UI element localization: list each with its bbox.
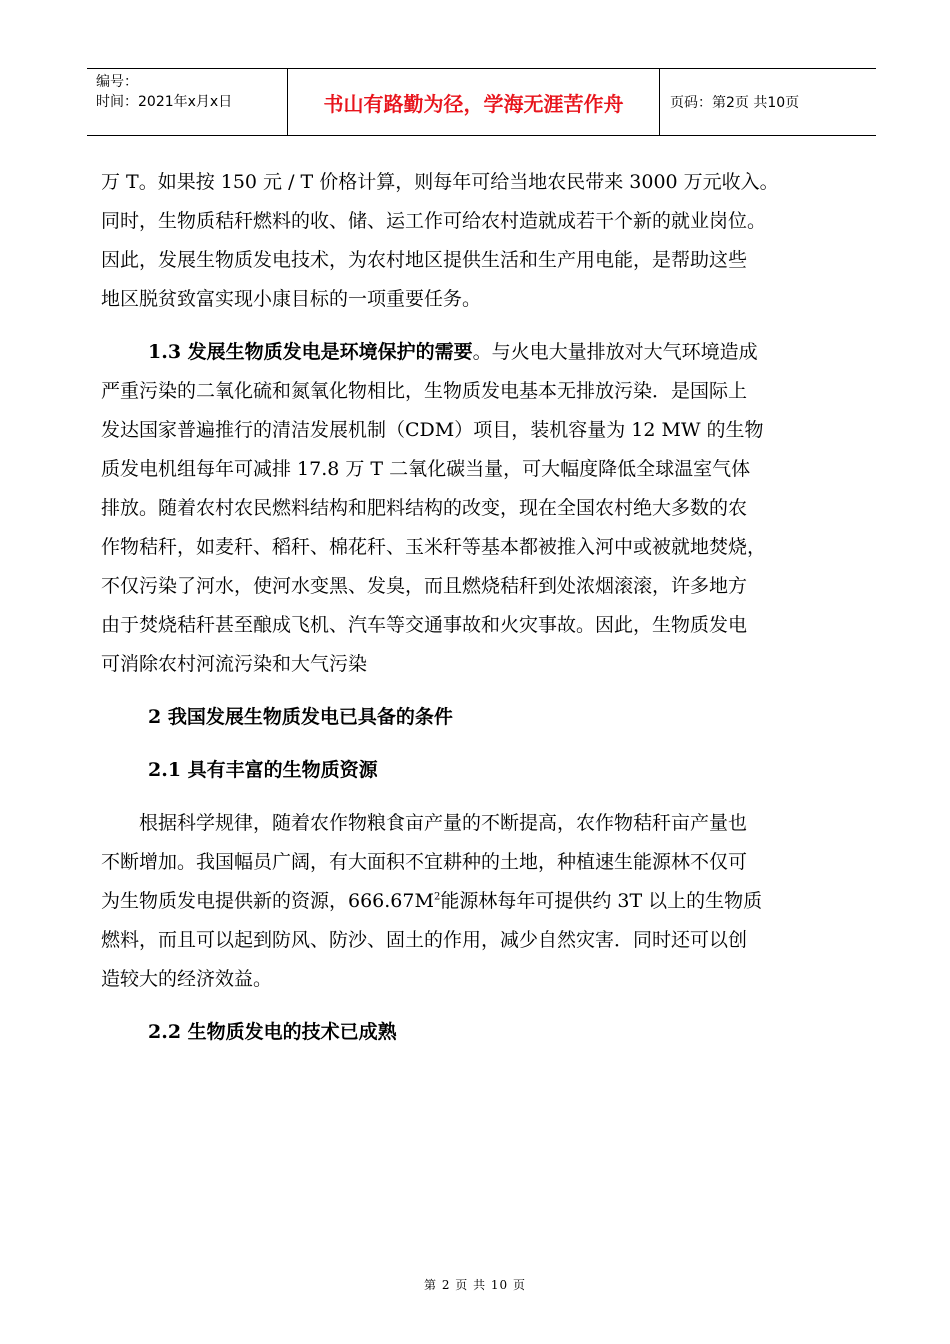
sec2-heading: 2 我国发展生物质发电已具备的条件 (148, 706, 453, 728)
sec13-line: 发达国家普遍推行的清洁发展机制（CDM）项目，装机容量为 12 MW 的生物 (101, 419, 764, 441)
header-time-label: 时间：2021年x月x日 (96, 94, 233, 110)
para1-line: 因此，发展生物质发电技术，为农村地区提供生活和生产用电能，是帮助这些 (101, 249, 748, 271)
document-body (101, 163, 877, 1052)
header-meta (87, 69, 287, 135)
sec13-line: 不仅污染了河水，使河水变黑、发臭，而且燃烧秸秆到处浓烟滚滚，许多地方 (101, 575, 748, 597)
sec13-line: 作物秸秆，如麦秆、稻秆、棉花秆、玉米秆等基本都被推入河中或被就地焚烧， (101, 536, 767, 558)
sec13-first-rest: 。与火电大量排放对大气环境造成 (472, 341, 758, 363)
sec21-line-with-sup: 为生物质发电提供新的资源，$666.67M^2$能源林每年可提供约 3T 以上的生物质 (101, 890, 763, 912)
sec13-heading: 1.3 发展生物质发电是环境保护的需要 (148, 341, 473, 363)
sec13-line: 排放。随着农村农民燃料结构和肥料结构的改变，现在全国农村绝大多数的农 (101, 497, 748, 519)
sec13-line: 可消除农村河流污染和大气污染 (101, 653, 368, 675)
page-footer: 第 2 页 共 10 页 (424, 1278, 526, 1292)
sec13-line: 严重污染的二氧化硫和氮氧化物相比，生物质发电基本无排放污染．是国际上 (101, 380, 748, 402)
para1-line: 同时，生物质秸秆燃料的收、储、运工作可给农村造就成若干个新的就业岗位。 (101, 210, 767, 232)
sec21-line: 不断增加。我国幅员广阔，有大面积不宜耕种的土地，种植速生能源林不仅可 (101, 851, 748, 873)
sec21-line: 根据科学规律，随着农作物粮食亩产量的不断提高，农作物秸秆亩产量也 (139, 812, 748, 834)
sec22-heading: 2.2 生物质发电的技术已成熟 (148, 1021, 397, 1043)
sec21-heading: 2.1 具有丰富的生物质资源 (148, 759, 378, 781)
header-number-label: 编号： (96, 74, 138, 90)
sec21-line: 造较大的经济效益。 (101, 968, 273, 990)
superscript-2: 2 (433, 891, 441, 903)
header-page-info: 页码：第2页 共10页 (670, 95, 800, 111)
header-motto: 书山有路勤为径，学海无涯苦作舟 (287, 69, 660, 135)
sec13-line: 质发电机组每年可减排 17.8 万 T 二氧化碳当量，可大幅度降低全球温室气体 (101, 458, 751, 480)
sec13-first-line (101, 333, 877, 372)
para1-line: 万 T。如果按 150 元 / T 价格计算，则每年可给当地农民带来 3000 万元收入。 (101, 171, 779, 193)
para1-line: 地区脱贫致富实现小康目标的一项重要任务。 (101, 288, 482, 310)
sec21-line: 燃料，而且可以起到防风、防沙、固土的作用，减少自然灾害．同时还可以创 (101, 929, 748, 951)
header-table (87, 68, 876, 136)
sec13-line: 由于焚烧秸秆甚至酿成飞机、汽车等交通事故和火灾事故。因此，生物质发电 (101, 614, 748, 636)
